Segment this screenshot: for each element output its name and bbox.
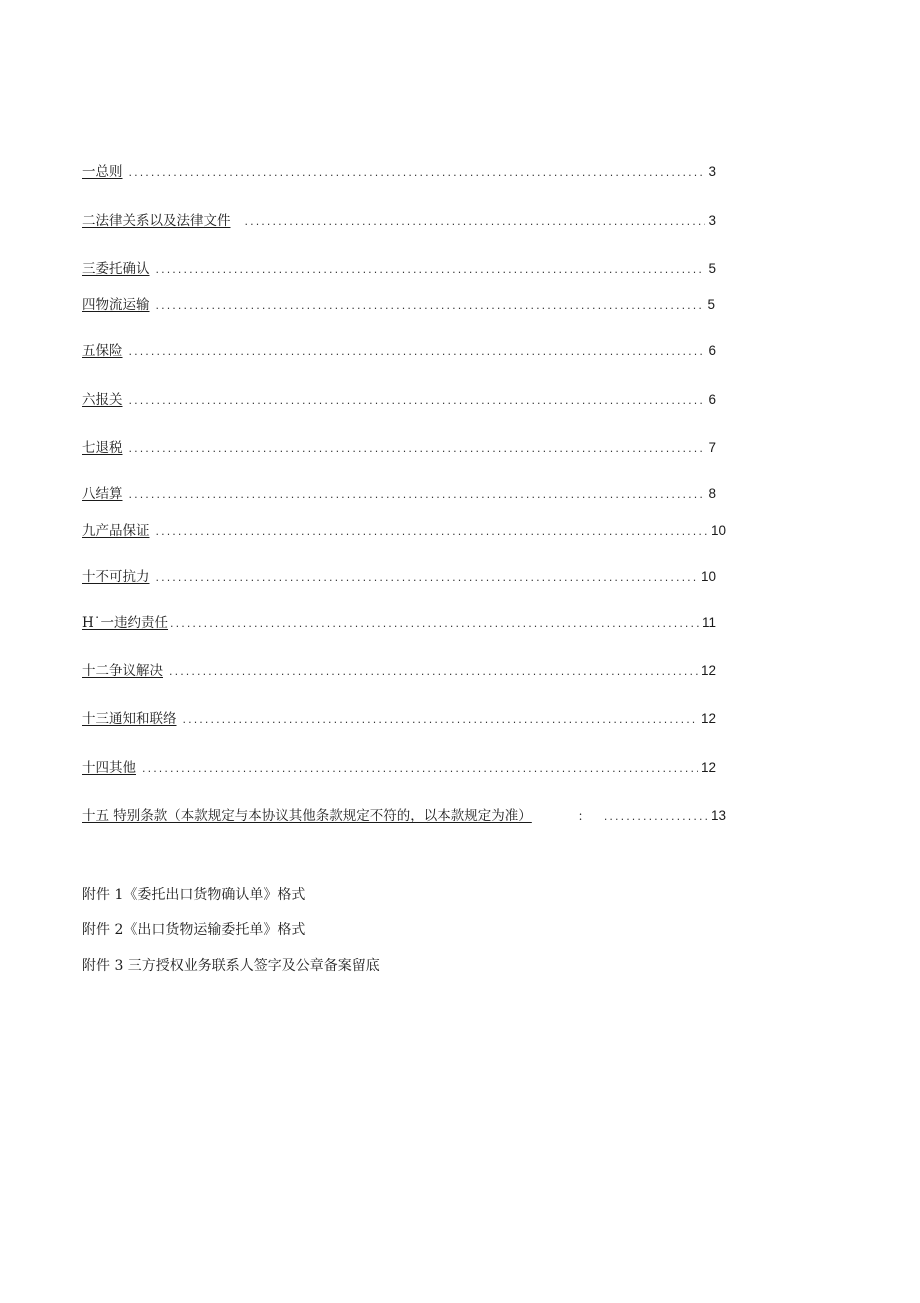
toc-entry-page: 3 [708,213,716,228]
toc-entry-title[interactable]: 十三通知和联络 [82,711,177,727]
toc-entry-page: 10 [710,523,726,538]
toc-entry-page: 12 [700,711,716,726]
toc-entry-page: 7 [708,440,716,455]
toc-entry-title[interactable]: 五保险 [82,343,123,359]
toc-entry-title[interactable]: 九产品保证 [82,523,150,539]
toc-entry[interactable] [82,163,716,182]
dot-leader [129,392,706,410]
appendix-line: 附件 1《委托出口货物确认单》格式 [82,887,306,903]
toc-entry[interactable] [82,614,716,633]
toc-entry-title[interactable]: 七退税 [82,440,123,456]
toc-entry-title[interactable]: 一总则 [82,164,123,180]
dot-leader [129,343,706,361]
toc-entry[interactable] [82,759,716,778]
toc-entry[interactable] [82,485,716,504]
toc-entry-title[interactable]: 十不可抗力 [82,569,150,585]
toc-entry-page: 5 [707,297,715,312]
toc-entry-page: 3 [708,164,716,179]
toc-entry[interactable] [82,710,716,729]
toc-entry-page: 10 [700,569,716,584]
dot-leader [183,711,698,729]
toc-entry[interactable] [82,342,716,361]
dot-leader [156,261,706,279]
dot-leader [129,486,706,504]
toc-entry-page: 13 [710,808,726,823]
toc-entry-page: 12 [700,663,716,678]
toc-entry[interactable] [82,568,716,587]
toc-entry[interactable] [82,260,716,279]
toc-entry-title[interactable]: 十二争议解决 [82,663,163,679]
colon-mark: ： [577,809,590,823]
toc-entry-page: 12 [700,760,716,775]
toc-entry-page: 6 [708,343,716,358]
dot-leader [169,663,698,681]
dot-leader [170,615,699,633]
dot-leader [156,297,705,315]
toc-entry[interactable] [82,662,716,681]
dot-leader [156,523,708,541]
dot-leader [156,569,698,587]
toc-entry-title[interactable]: 二法律关系以及法律文件 [82,213,231,229]
toc-entry-page: 8 [708,486,716,501]
toc-entry-title[interactable]: 八结算 [82,486,123,502]
table-of-contents [82,0,732,860]
dot-leader [129,164,706,182]
toc-entry-page: 11 [701,615,716,630]
dot-leader [245,213,706,231]
toc-entry[interactable] [82,391,716,410]
toc-entry[interactable] [82,439,716,458]
toc-entry-page: 5 [708,261,716,276]
toc-entry-title[interactable]: 六报关 [82,392,123,408]
toc-entry-title[interactable]: 十四其他 [82,760,136,776]
toc-entry-page: 6 [708,392,716,407]
toc-entry[interactable] [82,522,726,541]
dot-leader [129,440,706,458]
toc-entry[interactable] [82,212,716,231]
toc-entry-title[interactable]: 四物流运输 [82,297,150,313]
toc-entry[interactable] [82,807,726,826]
dot-leader [604,808,708,826]
toc-entry[interactable] [82,296,715,315]
toc-entry-title[interactable]: 三委托确认 [82,261,150,277]
appendix-line: 附件 2《出口货物运输委托单》格式 [82,922,306,938]
appendix-line: 附件 3 三方授权业务联系人签字及公章备案留底 [82,958,380,974]
toc-entry-title[interactable]: H˙一违约责任 [82,615,169,631]
dot-leader [142,760,698,778]
toc-entry-title[interactable]: 十五 特别条款（本款规定与本协议其他条款规定不符的，以本款规定为准） [82,808,532,824]
